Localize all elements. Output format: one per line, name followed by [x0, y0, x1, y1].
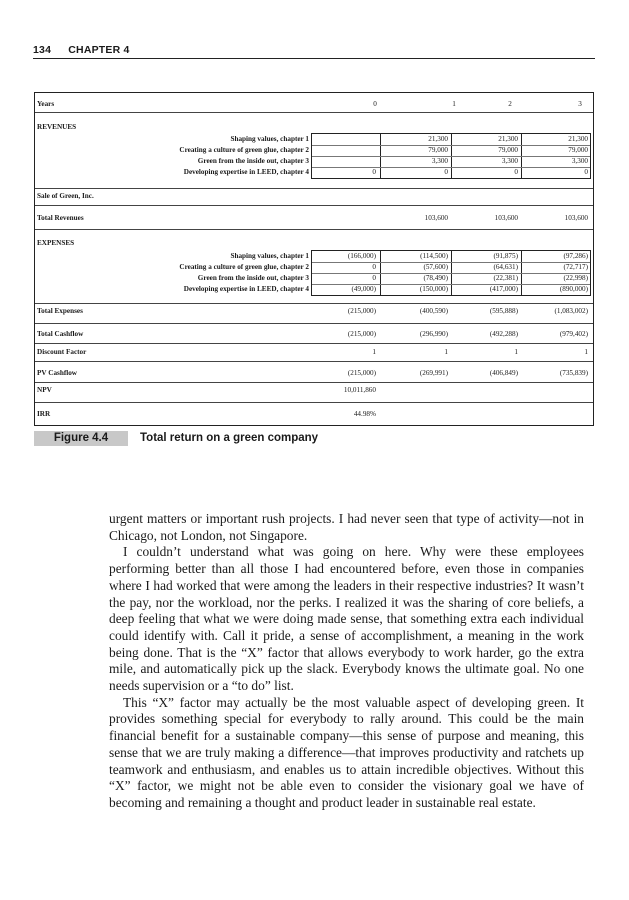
revenue-row: [35, 145, 593, 156]
expense-value: (22,998): [563, 274, 588, 282]
total-revenues-value: 103,600: [564, 214, 588, 222]
section-divider: [35, 303, 593, 304]
total-cashflow-value: (296,990): [419, 330, 448, 338]
expense-item-label: Shaping values, chapter 1: [230, 252, 309, 260]
pv-cashflow-value: (215,000): [347, 369, 376, 377]
revenues-heading-row: [35, 122, 593, 133]
discount-factor-value: 1: [444, 348, 448, 356]
total-cashflow-value: (215,000): [347, 330, 376, 338]
expense-value: 0: [372, 263, 376, 271]
discount-factor-value: 1: [584, 348, 588, 356]
revenue-value: 0: [514, 168, 518, 176]
expense-value: (417,000): [489, 285, 518, 293]
expense-value: (22,381): [493, 274, 518, 282]
discount-factor-value: 1: [372, 348, 376, 356]
pv-cashflow-row: [35, 368, 593, 379]
revenue-item-label: Developing expertise in LEED, chapter 4: [183, 168, 309, 176]
irr-label: IRR: [37, 410, 51, 418]
revenue-value: 21,300: [428, 135, 448, 143]
expense-value: (72,717): [563, 263, 588, 271]
total-cashflow-value: (492,288): [489, 330, 518, 338]
revenues-heading: REVENUES: [37, 123, 77, 131]
total-expenses-value: (595,888): [489, 307, 518, 315]
revenue-value: 79,000: [428, 146, 448, 154]
pv-cashflow-value: (269,991): [419, 369, 448, 377]
section-divider: [35, 323, 593, 324]
sale-row: [35, 191, 593, 202]
total-revenues-row: [35, 213, 593, 224]
total-cashflow-row: [35, 329, 593, 340]
total-expenses-label: Total Expenses: [37, 307, 83, 315]
figure-caption: [34, 431, 594, 446]
section-divider: [35, 343, 593, 344]
years-row: [35, 99, 593, 110]
expense-value: (78,490): [423, 274, 448, 282]
revenue-value: [311, 156, 379, 167]
page-number: 134: [33, 44, 52, 56]
expense-row: [35, 273, 593, 284]
year-1: 1: [452, 100, 456, 108]
expense-value: 0: [372, 274, 376, 282]
figure-title: Total return on a green company: [140, 432, 319, 444]
total-expenses-value: (215,000): [347, 307, 376, 315]
pv-cashflow-value: (406,849): [489, 369, 518, 377]
body-text: [109, 511, 584, 812]
revenue-value: 0: [584, 168, 588, 176]
revenue-value: 21,300: [568, 135, 588, 143]
revenue-value: 79,000: [568, 146, 588, 154]
expense-row: [35, 251, 593, 262]
npv-value: 10,011,860: [343, 386, 376, 394]
revenue-value: [311, 134, 379, 145]
pv-cashflow-label: PV Cashflow: [37, 369, 78, 377]
year-2: 2: [508, 100, 512, 108]
revenue-item-label: Creating a culture of green glue, chapter 2: [179, 146, 309, 154]
pv-cashflow-value: (735,839): [559, 369, 588, 377]
revenue-value: 21,300: [498, 135, 518, 143]
paragraph: I couldn’t understand what was going on here. Why were these employees performing better than all those I had encountered before, even those in companies where I had worked that were among the leaders in their respective industries? It wasn’t the pay, nor the workload, nor the perks. I realized it was the sharing of core beliefs, a deep feeling that what we were doing made sense, that something extra each individual could identify with. Call it pride, a sense of accomplishment, a meaning in the work being done. That is the “X” factor that allows everybody to work harder, go the extra mile, and automatically pick up the slack. Everybody knows the ultimate goal. No one needs supervision or a “to do” list.: [109, 544, 584, 694]
discount-factor-row: [35, 347, 593, 358]
chapter-title: CHAPTER 4: [68, 44, 130, 56]
sale-label: Sale of Green, Inc.: [37, 192, 94, 200]
revenue-row: [35, 156, 593, 167]
total-expenses-value: (400,590): [419, 307, 448, 315]
years-label: Years: [37, 100, 55, 108]
section-divider: [35, 229, 593, 230]
expense-value: (114,500): [420, 252, 448, 260]
revenue-row: [35, 167, 593, 178]
running-header: [33, 44, 595, 59]
section-divider: [35, 382, 593, 383]
section-divider: [35, 205, 593, 206]
expense-item-label: Green from the inside out, chapter 3: [197, 274, 309, 282]
discount-factor-value: 1: [514, 348, 518, 356]
revenue-item-label: Green from the inside out, chapter 3: [197, 157, 309, 165]
expense-value: (150,000): [419, 285, 448, 293]
expense-value: (890,000): [559, 285, 588, 293]
expense-value: (91,875): [493, 252, 518, 260]
financial-table: [34, 92, 594, 426]
revenue-value: [311, 145, 379, 156]
expense-row: [35, 262, 593, 273]
section-divider: [35, 188, 593, 189]
expense-value: (49,000): [351, 285, 376, 293]
expense-value: (166,000): [347, 252, 376, 260]
total-revenues-value: 103,600: [424, 214, 448, 222]
irr-value: 44.98%: [353, 410, 376, 418]
total-revenues-value: 103,600: [494, 214, 518, 222]
revenue-value: 3,300: [571, 157, 588, 165]
figure-label: Figure 4.4: [34, 431, 128, 446]
npv-label: NPV: [37, 386, 52, 394]
expense-row: [35, 284, 593, 295]
expense-value: (97,286): [563, 252, 588, 260]
paragraph: urgent matters or important rush projects. I had never seen that type of activity—not in Chicago, not London, not Singapore.: [109, 511, 584, 543]
revenue-value: 79,000: [498, 146, 518, 154]
year-3: 3: [578, 100, 582, 108]
revenue-value: 3,300: [501, 157, 518, 165]
expense-item-label: Creating a culture of green glue, chapter 2: [179, 263, 309, 271]
expense-item-label: Developing expertise in LEED, chapter 4: [183, 285, 309, 293]
revenue-value: 3,300: [431, 157, 448, 165]
section-divider: [35, 361, 593, 362]
total-cashflow-value: (979,402): [559, 330, 588, 338]
paragraph: This “X” factor may actually be the most valuable aspect of developing green. It provides something special for everybody to rally around. This could be the main financial benefit for a sustainable company—this sense of purpose and meaning, this sense that we are truly making a difference—that improves productivity and ratchets up teamwork and enthusiasm, and enables us to attain incredible objectives. Without this “X” factor, we might not be able even to consider the visionary goal we have of becoming and remaining a thought and product leader in sustainable real estate.: [109, 694, 584, 810]
total-revenues-value: [311, 213, 379, 224]
revenue-item-label: Shaping values, chapter 1: [230, 135, 309, 143]
total-cashflow-label: Total Cashflow: [37, 330, 84, 338]
expense-value: (64,631): [493, 263, 518, 271]
revenue-row: [35, 134, 593, 145]
expenses-heading-row: [35, 238, 593, 249]
expense-value: (57,600): [423, 263, 448, 271]
discount-factor-label: Discount Factor: [37, 348, 87, 356]
revenue-value: 0: [444, 168, 448, 176]
total-expenses-row: [35, 306, 593, 317]
total-expenses-value: (1,083,002): [554, 307, 588, 315]
revenue-value: 0: [372, 168, 376, 176]
irr-row: [35, 409, 593, 420]
section-divider: [35, 402, 593, 403]
expenses-heading: EXPENSES: [37, 239, 75, 247]
npv-row: [35, 385, 593, 396]
year-0: 0: [373, 100, 377, 108]
header-divider: [35, 112, 593, 113]
total-revenues-label: Total Revenues: [37, 214, 84, 222]
